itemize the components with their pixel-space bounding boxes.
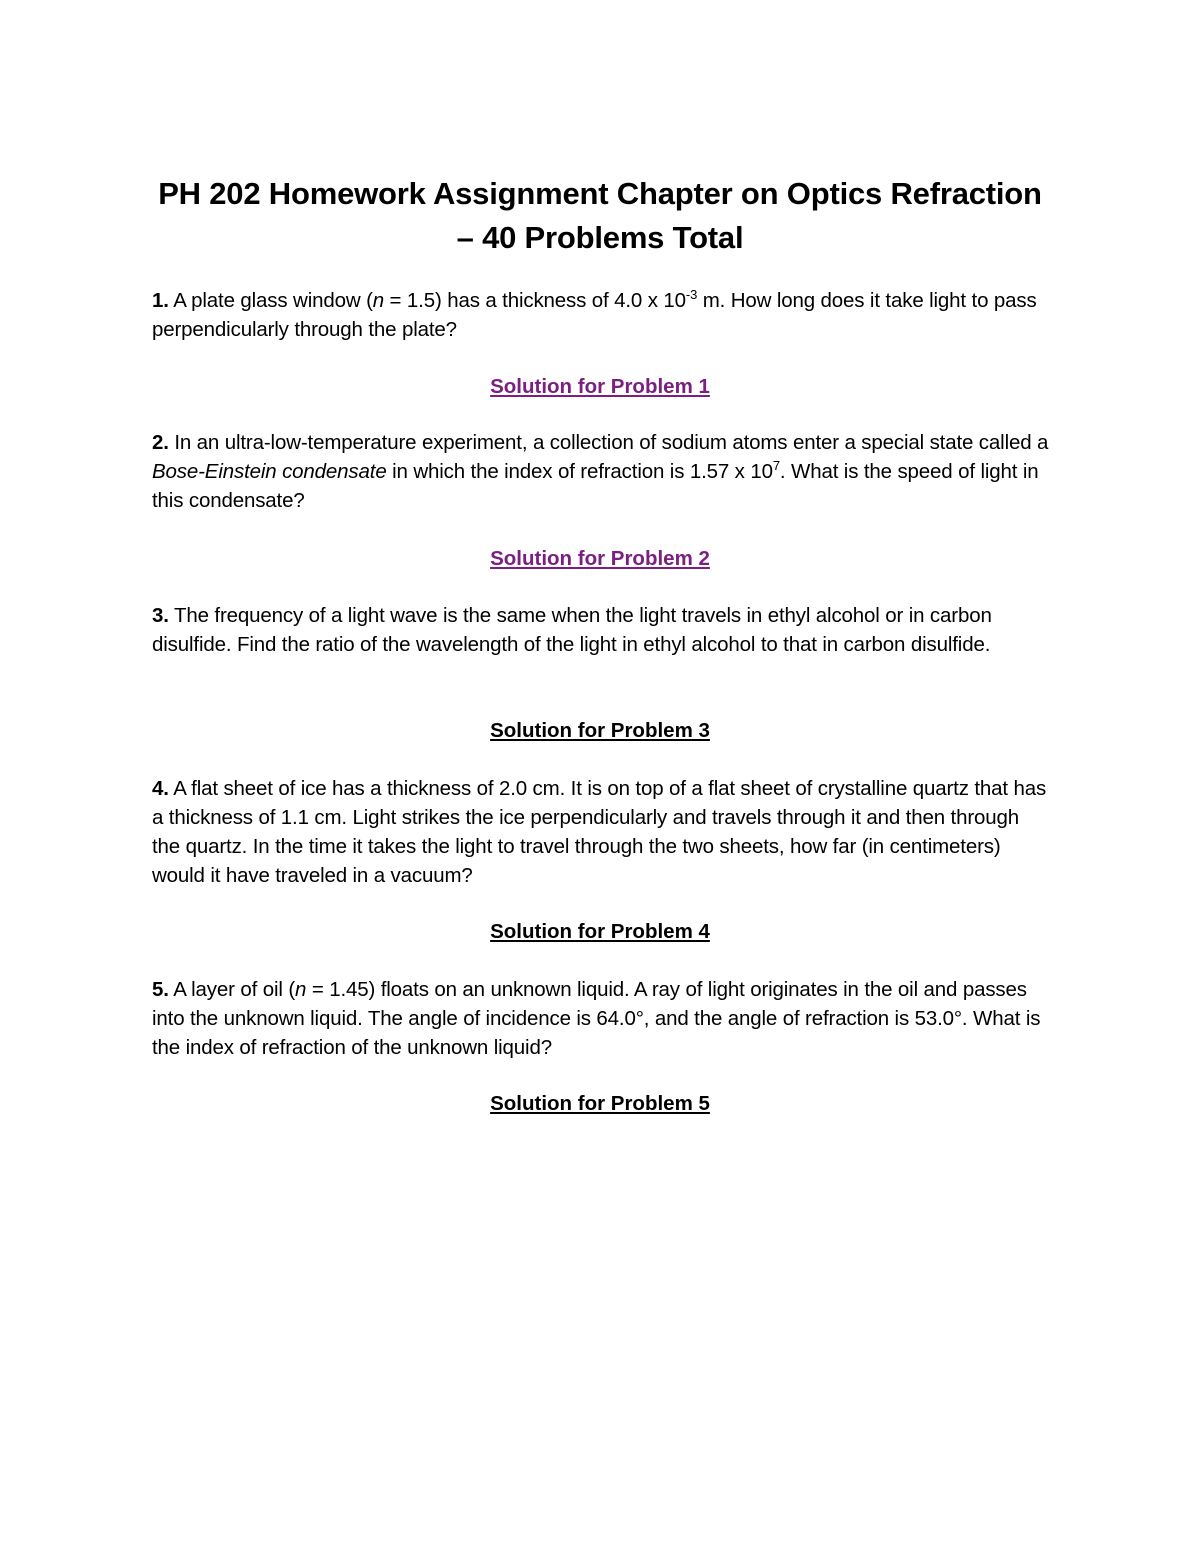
title-line-2: – 40 Problems Total (456, 220, 744, 255)
problem-4 (152, 774, 1052, 890)
problem-text: A flat sheet of ice has a thickness of 2.0 cm. It is on top of a flat sheet of crystalline quartz that has a thickness of 1.1 cm. Light strikes the ice perpendicularly and travels through it and then through the quartz. In the time it takes the light to travel through the two sheets, how far (in centimeters) would it have traveled in a vacuum? (152, 777, 1047, 887)
variable-n: n (372, 289, 385, 312)
exponent: -3 (685, 287, 698, 303)
problem-2 (152, 428, 1052, 515)
problem-number: 3. (152, 604, 169, 627)
problem-text: . What is the speed of light in this condensate? (152, 460, 1039, 512)
problem-5 (152, 975, 1052, 1062)
problem-text: m. How long does it take light to pass perpendicularly through the plate? (152, 289, 1037, 341)
problem-text: = 1.45) floats on an unknown liquid. A ray of light originates in the oil and passes into the unknown liquid. The angle of incidence is 64.0°, and the angle of refraction is 53.0°. What is the index of refraction of the unknown liquid? (152, 978, 1041, 1059)
problem-text: In an ultra-low-temperature experiment, a collection of sodium atoms enter a special state called a (168, 431, 1049, 454)
italic-term: Bose-Einstein condensate (152, 460, 387, 483)
document-title (140, 172, 1060, 260)
problem-3 (152, 601, 1052, 659)
problem-text: A layer of oil ( (168, 978, 296, 1001)
problem-number: 5. (152, 978, 169, 1001)
problem-text: The frequency of a light wave is the same when the light travels in ethyl alcohol or in carbon disulfide. Find the ratio of the wavelength of the light in ethyl alcohol to that in carbon disulfide. (152, 604, 992, 656)
problem-number: 1. (152, 289, 169, 312)
solution-link-5[interactable]: Solution for Problem 5 (490, 1092, 710, 1115)
problem-text: A plate glass window ( (168, 289, 373, 312)
exponent: 7 (772, 458, 780, 474)
problem-number: 2. (152, 431, 169, 454)
solution-link-1[interactable]: Solution for Problem 1 (490, 375, 710, 398)
problem-1 (152, 286, 1052, 344)
problem-text: in which the index of refraction is 1.57 x 10 (386, 460, 773, 483)
title-line-1: PH 202 Homework Assignment Chapter on Optics Refraction (158, 176, 1042, 211)
solution-link-3[interactable]: Solution for Problem 3 (490, 719, 710, 742)
solution-link-4[interactable]: Solution for Problem 4 (490, 920, 710, 943)
variable-n: n (295, 978, 307, 1001)
solution-link-2[interactable]: Solution for Problem 2 (490, 547, 710, 570)
problem-number: 4. (152, 777, 169, 800)
problem-text: = 1.5) has a thickness of 4.0 x 10 (384, 289, 686, 312)
